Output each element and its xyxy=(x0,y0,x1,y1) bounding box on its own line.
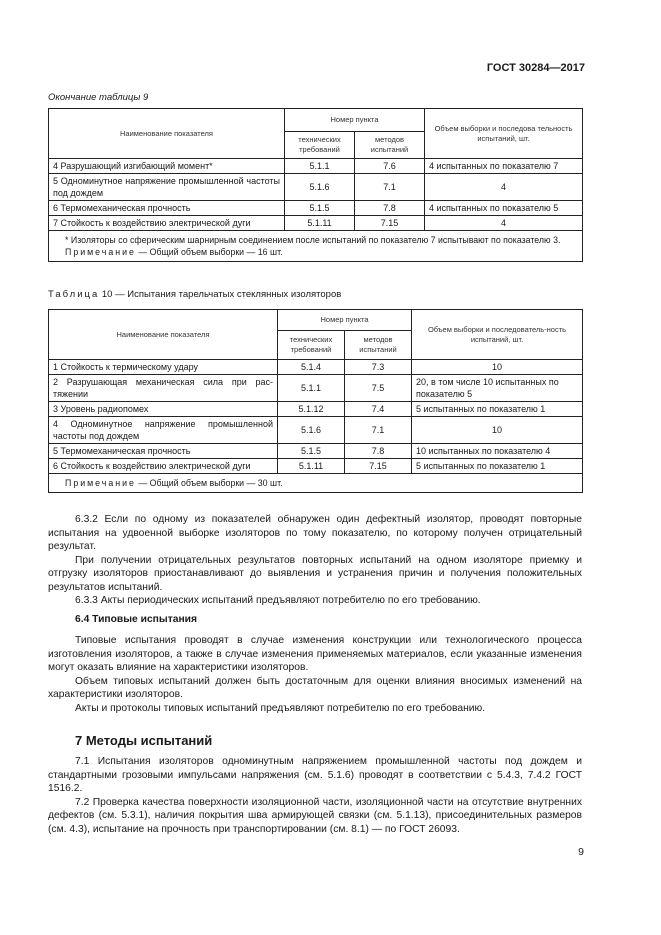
header-tech-requirements: технических требований xyxy=(285,132,355,159)
cell-method: 7.15 xyxy=(345,459,412,474)
cell-sample: 4 испытанных по показателю 5 xyxy=(425,201,583,216)
paragraph-7-1: 7.1 Испытания изоляторов одноминутным напряжением промышленной частоты под дождем и стандартными грозовыми импульсами напряжения (см. 5.1.6) проводят в соответствии с 5.4.3, 7.4.2 ГОСТ 1516.2. xyxy=(48,756,582,794)
header-indicator-name: Наименование показателя xyxy=(49,310,278,360)
table-row xyxy=(49,417,583,444)
table-9 xyxy=(48,108,583,262)
standard-designation: ГОСТ 30284—2017 xyxy=(486,62,585,74)
cell-tech: 5.1.4 xyxy=(278,360,345,375)
header-test-methods: методов испытаний xyxy=(355,132,425,159)
cell-tech: 5.1.6 xyxy=(278,417,345,444)
table-row xyxy=(49,459,583,474)
cell-indicator: 3 Уровень радиопомех xyxy=(49,402,278,417)
header-sample-size: Объем выборки и последователь-ность испытаний, шт. xyxy=(412,310,583,360)
cell-sample: 5 испытанных по показателю 1 xyxy=(412,402,583,417)
table9-caption: Окончание таблицы 9 xyxy=(48,92,149,103)
cell-tech: 5.1.11 xyxy=(285,216,355,231)
note-text: — Общий объем выборки — 16 шт. xyxy=(135,247,283,257)
table10-caption-text: 10 — Испытания тарельчатых стеклянных изоляторов xyxy=(99,289,342,300)
cell-sample: 20, в том числе 10 испытанных по показателю 5 xyxy=(412,375,583,402)
paragraph-6-4-a: Типовые испытания проводят в случае изменения конструкции или технологического процесса изготовления изоляторов, а также в случае изменения применяемых материалов, если указанные изменения могут оказать влияние на характеристики изоляторов. xyxy=(48,635,582,673)
cell-sample: 4 xyxy=(425,174,583,201)
cell-tech: 5.1.12 xyxy=(278,402,345,417)
cell-sample: 4 xyxy=(425,216,583,231)
header-sample-size: Объем выборки и последова тельность испытаний, шт. xyxy=(425,109,583,159)
cell-tech: 5.1.5 xyxy=(285,201,355,216)
cell-method: 7.1 xyxy=(355,174,425,201)
table9-notes xyxy=(49,231,583,262)
paragraph-6-4-b: Объем типовых испытаний должен быть достаточным для оценки влияния вносимых изменений на характеристики изоляторов. xyxy=(48,675,582,700)
table-row xyxy=(49,375,583,402)
cell-method: 7.3 xyxy=(345,360,412,375)
page-number: 9 xyxy=(578,846,584,858)
cell-tech: 5.1.11 xyxy=(278,459,345,474)
table-row xyxy=(49,402,583,417)
header-test-methods: методов испытаний xyxy=(345,331,412,360)
table-row xyxy=(49,174,583,201)
cell-indicator: 5 Одноминутное напряжение промышленной частоты под дождем xyxy=(49,174,285,201)
table-row xyxy=(49,216,583,231)
cell-method: 7.6 xyxy=(355,159,425,174)
cell-sample: 4 испытанных по показателю 7 xyxy=(425,159,583,174)
table-10 xyxy=(48,309,583,493)
cell-indicator: 6 Термомеханическая прочность xyxy=(49,201,285,216)
cell-tech: 5.1.1 xyxy=(278,375,345,402)
cell-method: 7.8 xyxy=(355,201,425,216)
section-7-text xyxy=(48,755,582,836)
heading-7: 7 Методы испытаний xyxy=(75,733,213,748)
header-item-number: Номер пункта xyxy=(278,310,412,331)
cell-tech: 5.1.5 xyxy=(278,444,345,459)
table-row xyxy=(49,360,583,375)
paragraph-6-3-2-cont: При получении отрицательных результатов повторных испытаний на одном изоляторе приемку и отгрузку изоляторов приостанавливают до выявления и устранения причин и получения положительных результатов испытаний. xyxy=(48,554,582,593)
cell-method: 7.4 xyxy=(345,402,412,417)
table10-caption xyxy=(48,289,341,300)
cell-sample: 10 xyxy=(412,360,583,375)
cell-indicator: 4 Одноминутное напряжение промышленной частоты под дождем xyxy=(49,417,278,444)
heading-6-4: 6.4 Типовые испытания xyxy=(75,614,198,625)
cell-sample: 10 испытанных по показателю 4 xyxy=(412,444,583,459)
header-item-number: Номер пункта xyxy=(285,109,425,132)
table10-note xyxy=(49,474,583,493)
cell-indicator: 1 Стойкость к термическому удару xyxy=(49,360,278,375)
cell-sample: 10 xyxy=(412,417,583,444)
cell-indicator: 6 Стойкость к воздействию электрической дуги xyxy=(49,459,278,474)
table9-footnote: * Изоляторы со сферическим шарнирным соединением после испытаний по показателю 7 испытывают по показателю 3. xyxy=(65,235,561,245)
section-6-4-text xyxy=(48,634,582,715)
cell-tech: 5.1.6 xyxy=(285,174,355,201)
note-label: Примечание xyxy=(65,478,136,488)
cell-indicator: 2 Разрушающая механическая сила при рас-тяжении xyxy=(49,375,278,402)
cell-indicator: 5 Термомеханическая прочность xyxy=(49,444,278,459)
paragraph-6-3-3: 6.3.3 Акты периодических испытаний предъявляют потребителю по его требованию. xyxy=(75,595,481,606)
paragraph-7-2: 7.2 Проверка качества поверхности изоляционной части, изоляционной части на отсутствие внутренних дефектов (см. 5.3.1), наличия покрытия шва армирующей связки (см. 5.1.13), присоединительных размеров (см. 4.3), испытание на прочность при транспортировании (см. 8.1) — по ГОСТ 26093. xyxy=(48,796,582,835)
section-6-3-text xyxy=(48,513,582,608)
table9-note xyxy=(65,246,570,258)
paragraph-6-4-c: Акты и протоколы типовых испытаний предъявляют потребителю по его требованию. xyxy=(75,702,486,714)
cell-indicator: 7 Стойкость к воздействию электрической дуги xyxy=(49,216,285,231)
cell-sample: 5 испытанных по показателю 1 xyxy=(412,459,583,474)
cell-indicator: 4 Разрушающий изгибающий момент* xyxy=(49,159,285,174)
table10-caption-label: Таблица xyxy=(48,289,100,300)
paragraph-6-3-2: 6.3.2 Если по одному из показателей обнаружен один дефектный изолятор, проводят повторные испытания на удвоенной выборке изоляторов по тому показателю, по которому получен отрицательный результат. xyxy=(48,514,582,552)
table-row xyxy=(49,159,583,174)
header-tech-requirements: технических требований xyxy=(278,331,345,360)
note-text: — Общий объем выборки — 30 шт. xyxy=(135,478,283,488)
header-indicator-name: Наименование показателя xyxy=(49,109,285,159)
cell-tech: 5.1.1 xyxy=(285,159,355,174)
cell-method: 7.5 xyxy=(345,375,412,402)
table-row xyxy=(49,444,583,459)
table-row xyxy=(49,201,583,216)
cell-method: 7.1 xyxy=(345,417,412,444)
cell-method: 7.8 xyxy=(345,444,412,459)
cell-method: 7.15 xyxy=(355,216,425,231)
note-label: Примечание xyxy=(65,247,136,257)
